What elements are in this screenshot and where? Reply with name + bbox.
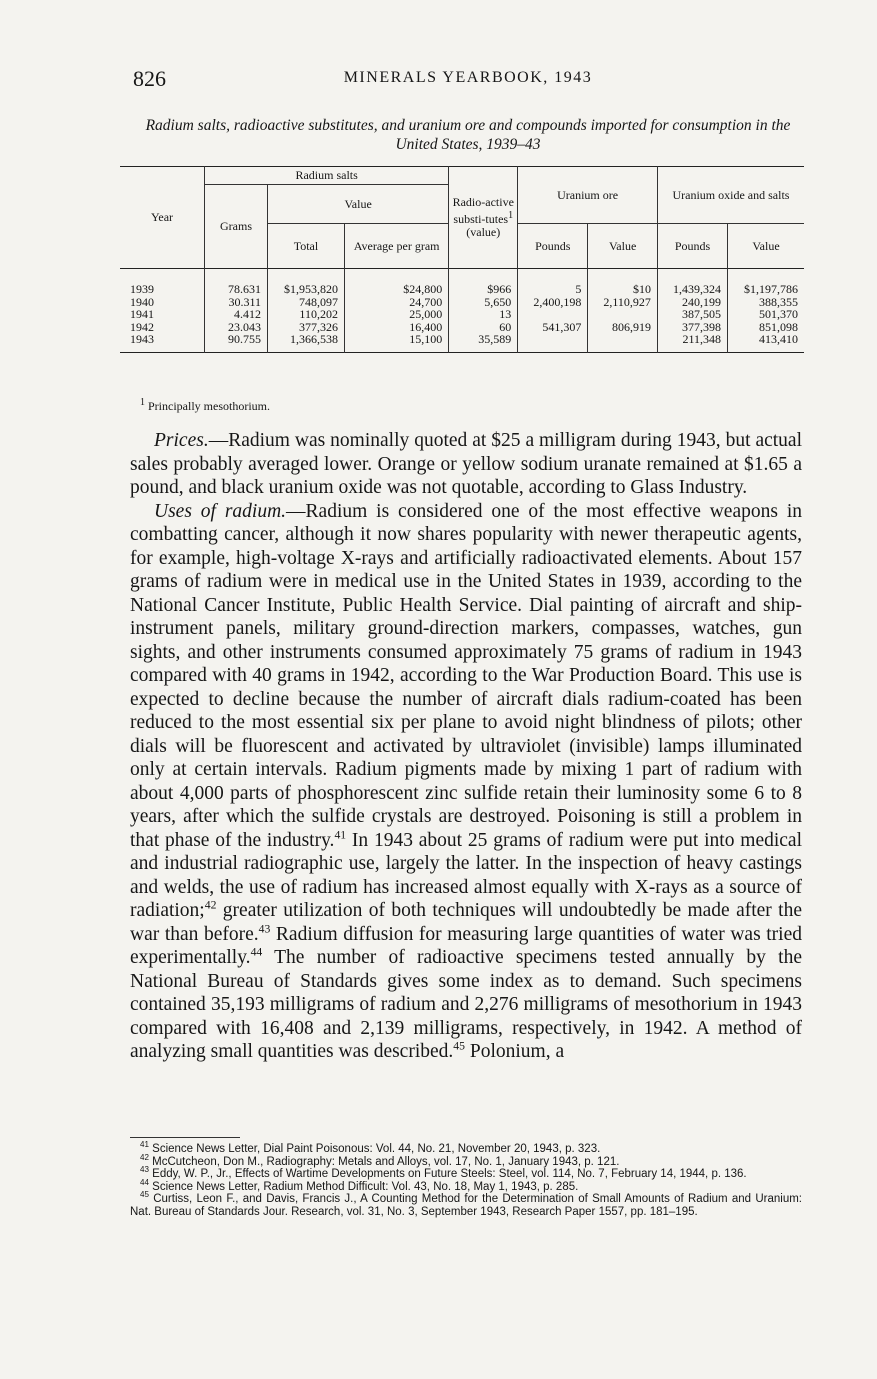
page-header xyxy=(133,66,803,92)
uses-text-a: —Radium is considered one of the most effective weapons in combatting cancer, although it now shares popularity with newer therapeutic agents, for example, high-voltage X-rays and artificially radioactivated elements. About 157 grams of radium were in medical use in the United States in 1939, according to the National Cancer Institute, Public Health Service. Dial painting of aircraft and ship-instrument panels, military ground-direction markers, compasses, watches, gun sights, and other instruments consumed approximately 75 grams of radium in 1943 compared with 40 grams in 1942, according to the War Production Board. This use is expected to decline because the number of aircraft dials radium-coated has been reduced to the most essential six per plane to avoid night blindness of pilots; other dials will be fluorescent and activated by ultraviolet (invisible) lamps illuminated only at certain intervals. Radium pigments made by mixing 1 part of radium with about 4,000 parts of phosphorescent zinc sulfide retain their luminosity some 6 to 8 years, after which the sulfide crystals are destroyed. Poisoning is still a problem in that phase of the industry. xyxy=(130,500,802,851)
header-radioactive xyxy=(449,167,518,269)
page-number: 826 xyxy=(133,66,166,91)
cell-year: 1941 xyxy=(130,307,154,321)
footnote-ref-1: 1 xyxy=(508,210,514,221)
header-year: Year xyxy=(150,210,174,224)
cell-ore-value: $10 xyxy=(588,269,658,296)
cell-ore-value: 806,919 xyxy=(588,321,658,334)
cell-average: 16,400 xyxy=(344,321,448,334)
footnote-text: Science News Letter, Dial Paint Poisonous: Vol. 44, No. 21, November 20, 1943, p. 323. xyxy=(152,1143,601,1155)
header-ore-value: Value xyxy=(588,224,658,269)
footnote-ref-45: 45 xyxy=(453,1039,465,1053)
uses-heading: Uses of radium. xyxy=(154,500,287,522)
cell-ore-value: 2,110,927 xyxy=(588,296,658,309)
cell-total: 377,326 xyxy=(268,321,345,334)
paragraph-prices xyxy=(130,429,802,500)
header-radioactive-label: Radio-active substi-tutes xyxy=(452,195,514,226)
cell-ore-value xyxy=(588,333,658,352)
footnote-ref-44: 44 xyxy=(250,945,263,959)
cell-year: 1939 xyxy=(130,282,154,296)
cell-average: 15,100 xyxy=(344,333,448,352)
footnote-41 xyxy=(130,1140,802,1156)
cell-oxide-pounds: 377,398 xyxy=(657,321,727,334)
cell-radioactive: 13 xyxy=(449,308,518,321)
footnote-ref-42: 42 xyxy=(204,898,217,912)
footnote-43 xyxy=(130,1165,802,1181)
header-radium-salts: Radium salts xyxy=(205,167,449,185)
header-radioactive-value: (value) xyxy=(466,225,501,239)
cell-grams: 4.412 xyxy=(205,308,268,321)
uses-text-e: The number of radioactive specimens tested annually by the National Bureau of Standards gives some index as to demand. Such specimens contained 35,193 milligrams of radium and 2,276 milligrams of mesothorium in 1943 compared with 16,408 and 2,139 milligrams, respectively, in 1942. A method of analyzing small quantities was described. xyxy=(130,947,802,1062)
footnote-ref-41: 41 xyxy=(334,828,347,841)
cell-oxide-pounds: 211,348 xyxy=(657,333,727,352)
footnote-rule xyxy=(130,1137,240,1138)
footnotes xyxy=(130,1140,802,1219)
header-oxide-pounds: Pounds xyxy=(657,224,727,269)
cell-radioactive: 35,589 xyxy=(449,333,518,352)
footnote-ref-43: 43 xyxy=(258,922,271,935)
cell-grams: 23.043 xyxy=(205,321,268,334)
cell-average: 25,000 xyxy=(344,308,448,321)
footnote-45 xyxy=(130,1190,802,1218)
table-footnote xyxy=(140,397,270,414)
cell-ore-pounds: 5 xyxy=(518,269,588,296)
cell-radioactive: 5,650 xyxy=(449,296,518,309)
cell-grams: 90.755 xyxy=(205,333,268,352)
uses-text-d: Radium diffusion for measuring large quantities of water was tried experimentally. xyxy=(130,923,802,968)
header-grams: Grams xyxy=(205,185,268,269)
table-row xyxy=(120,333,804,352)
prices-text: —Radium was nominally quoted at $25 a milligram during 1943, but actual sales probably averaged lower. Orange or yellow sodium uranate remained at $1.65 a pound, and black uranium oxide was not quotable, according to Glass Industry. xyxy=(130,430,802,498)
footnote-number: 43 xyxy=(140,1165,149,1175)
paragraph-uses xyxy=(130,500,802,1064)
body-text xyxy=(130,429,802,1064)
header-uranium-oxide: Uranium oxide and salts xyxy=(657,167,804,224)
cell-total: 1,366,538 xyxy=(268,333,345,352)
cell-average: $24,800 xyxy=(344,269,448,296)
footnote-number: 42 xyxy=(140,1152,149,1162)
table-row xyxy=(120,269,804,296)
cell-oxide-value: 501,370 xyxy=(728,308,804,321)
cell-grams: 78.631 xyxy=(205,269,268,296)
cell-oxide-value: 413,410 xyxy=(728,333,804,352)
header-uranium-ore: Uranium ore xyxy=(518,167,658,224)
cell-ore-value xyxy=(588,308,658,321)
cell-radioactive: 60 xyxy=(449,321,518,334)
cell-oxide-value: 851,098 xyxy=(728,321,804,334)
footnote-text: Curtiss, Leon F., and Davis, Francis J., A Counting Method for the Determination of Small Amounts of Radium and Uranium: Nat. Bureau of Standards Jour. Research, vol. 31, No. 3, September 1943, Research Paper 1557, pp. 181–195. xyxy=(130,1193,802,1218)
cell-grams: 30.311 xyxy=(205,296,268,309)
header-oxide-value: Value xyxy=(728,224,804,269)
cell-total: $1,953,820 xyxy=(268,269,345,296)
footnote-text: Eddy, W. P., Jr., Effects of Wartime Developments on Future Steels: Steel, vol. 114, No. 7, February 14, 1944, p. 136. xyxy=(152,1168,747,1181)
table-row xyxy=(120,308,804,321)
uses-text-f: Polonium, a xyxy=(464,1041,565,1062)
data-table xyxy=(120,166,804,353)
cell-ore-pounds xyxy=(518,333,588,352)
header-ore-pounds: Pounds xyxy=(518,224,588,269)
uses-text-b: In 1943 about 25 grams of radium were put into medical and industrial radiographic use, largely the latter. In the inspection of heavy castings and welds, the use of radium has increased almost equally with X-rays as a source of radiation; xyxy=(130,829,802,921)
footnote-number: 44 xyxy=(140,1177,149,1187)
cell-oxide-pounds: 240,199 xyxy=(657,296,727,309)
footnote-44 xyxy=(130,1177,802,1194)
cell-year: 1943 xyxy=(130,332,154,346)
table-footnote-mark: 1 xyxy=(140,397,145,408)
table-footnote-text: Principally mesothorium. xyxy=(148,399,270,413)
cell-oxide-pounds: 387,505 xyxy=(657,308,727,321)
cell-year: 1942 xyxy=(130,319,154,334)
table-caption: Radium salts, radioactive substitutes, and uranium ore and compounds imported for consumption in the United States, 1939–43 xyxy=(145,117,791,153)
footnote-42 xyxy=(130,1152,802,1169)
cell-oxide-value: $1,197,786 xyxy=(728,269,804,296)
uses-text-c: greater utilization of both techniques will undoubtedly be made after the war than before. xyxy=(130,900,802,945)
prices-heading: Prices. xyxy=(154,430,209,451)
cell-ore-pounds: 541,307 xyxy=(518,321,588,334)
cell-ore-pounds xyxy=(518,308,588,321)
footnote-number: 45 xyxy=(140,1190,149,1200)
cell-oxide-pounds: 1,439,324 xyxy=(657,269,727,296)
header-average-per-gram: Average per gram xyxy=(344,224,448,269)
cell-total: 748,097 xyxy=(268,296,345,309)
cell-ore-pounds: 2,400,198 xyxy=(518,296,588,309)
footnote-text: McCutcheon, Don M., Radiography: Metals and Alloys, vol. 17, No. 1, January 1943, p. 121. xyxy=(152,1155,620,1168)
header-total: Total xyxy=(268,224,345,269)
cell-radioactive: $966 xyxy=(449,269,518,296)
header-value: Value xyxy=(268,185,449,224)
footnote-number: 41 xyxy=(140,1140,149,1150)
cell-average: 24,700 xyxy=(344,296,448,309)
import-table xyxy=(120,166,804,353)
footnote-text: Science News Letter, Radium Method Difficult: Vol. 43, No. 18, May 1, 1943, p. 285. xyxy=(152,1180,579,1193)
running-title: MINERALS YEARBOOK, 1943 xyxy=(343,69,593,86)
cell-oxide-value: 388,355 xyxy=(728,296,804,309)
cell-year: 1940 xyxy=(130,294,154,309)
cell-total: 110,202 xyxy=(268,308,345,321)
